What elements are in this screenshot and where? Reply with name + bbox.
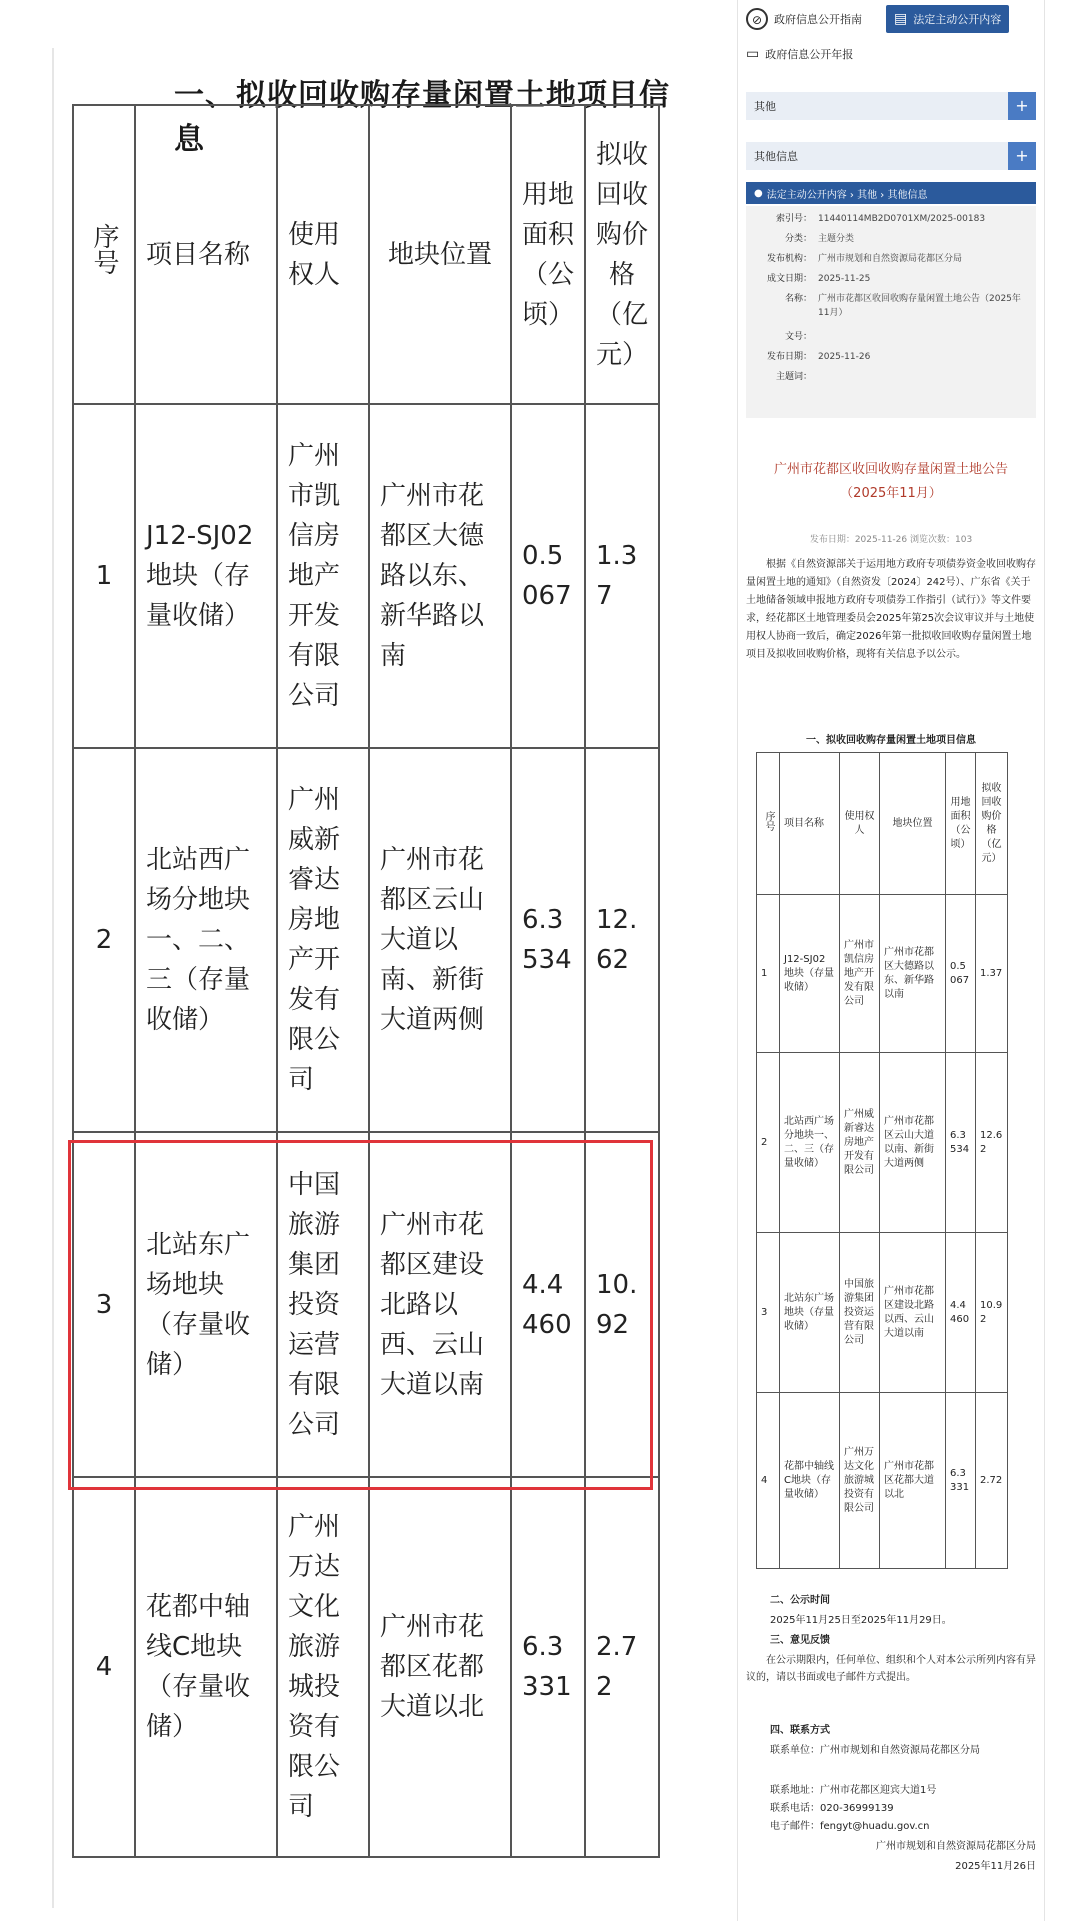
cell-owner: 中国旅游集团投资运营有限公司: [840, 1233, 880, 1393]
table-row: [73, 1477, 659, 1857]
cell-no: 1: [73, 404, 135, 748]
header-location: 地块位置: [369, 105, 511, 404]
metadata-box: 索引号： 11440114MB2D0701XM/2025-00183 分类： 主题分类 发布机构： 广州市规划和自然资源局花都区分局 成文日期： 2025-11-25 名称： 广州市花都区收回收购存量闲置土地公告（2025年11月） 文号： 发布日期： 2025-11-26 主题词：: [746, 206, 1036, 418]
intro-paragraph: 根据《自然资源部关于运用地方政府专项债券资金收回收购存量闲置土地的通知》（自然资发〔2024〕242号）、广东省《关于土地储备领域申报地方政府专项债券工作指引（试行）》等文件要求，经花都区土地管理委员会2025年第25次会议审议并与土地使用权人协商一致后，确定2026年第一批拟收回收购存量闲置土地项目及拟收回收购价格，现将有关信息予以公示。: [746, 559, 1036, 660]
top-nav: [738, 0, 1044, 38]
cell-name: J12-SJ02地块（存量收储）: [135, 404, 277, 748]
document-title-date: （2025年11月）: [840, 486, 942, 501]
row-3-highlight-box: [68, 1140, 653, 1490]
cell-name: J12-SJ02地块（存量收储）: [780, 895, 840, 1053]
cell-name: 北站西广场分地块一、二、三（存量收储）: [780, 1053, 840, 1233]
cell-price: 10.92: [976, 1233, 1008, 1393]
land-project-table-small: [756, 752, 1008, 1569]
contact-address: 联系地址：广州市花都区迎宾大道1号: [770, 1785, 937, 1796]
table-row: [757, 895, 1008, 1053]
cell-name: 北站东广场地块（存量收储）: [135, 1132, 277, 1477]
contact-phone: 联系电话：020-36999139: [770, 1803, 894, 1814]
cell-owner: 广州威新睿达房地产开发有限公司: [277, 748, 369, 1132]
cell-name: 北站西广场分地块一、二、三（存量收储）: [135, 748, 277, 1132]
contact-email[interactable]: 电子邮件：fengyt@huadu.gov.cn: [770, 1821, 930, 1832]
section-2-heading: 二、公示时间: [770, 1595, 830, 1606]
cell-price: 1.37: [976, 895, 1008, 1053]
table-header-row: [757, 753, 1008, 895]
header-name: 项目名称: [135, 105, 277, 404]
cell-owner: 广州万达文化旅游城投资有限公司: [277, 1477, 369, 1857]
header-price: 拟收回收购价格（亿元）: [585, 105, 659, 404]
section-1-heading: 一、拟收回收购存量闲置土地项目信息: [806, 735, 976, 746]
section-4-heading: 四、联系方式: [770, 1725, 830, 1736]
plus-icon[interactable]: +: [1008, 92, 1036, 120]
cell-location: 广州市花都区大德路以东、新华路以南: [369, 404, 511, 748]
cell-location: 广州市花都区云山大道以南、新街大道两侧: [369, 748, 511, 1132]
cell-owner: 广州威新睿达房地产开发有限公司: [840, 1053, 880, 1233]
nav-statutory[interactable]: [886, 5, 1009, 33]
signature: 广州市规划和自然资源局花都区分局: [876, 1841, 1036, 1852]
accordion-other-info[interactable]: [746, 142, 1036, 170]
document-icon: ▤: [894, 11, 908, 27]
section-title: 一、拟收回收购存量闲置土地项目信息: [174, 78, 670, 157]
breadcrumb-text: 法定主动公开内容 › 其他 › 其他信息: [766, 189, 928, 201]
section-3-heading: 三、意见反馈: [770, 1635, 830, 1646]
cell-owner: 广州市凯信房地产开发有限公司: [840, 895, 880, 1053]
cell-area: 6.3331: [946, 1393, 976, 1569]
cell-location: 广州市花都区建设北路以西、云山大道以南: [369, 1132, 511, 1477]
cell-price: 2.72: [976, 1393, 1008, 1569]
header-no: 序号: [73, 105, 135, 404]
nav-annual-report[interactable]: [746, 46, 853, 62]
cell-no: 3: [73, 1132, 135, 1477]
cell-no: 1: [757, 895, 780, 1053]
feedback-text: 在公示期限内，任何单位、组织和个人对本公示所列内容有异议的，请以书面或电子邮件方式提出。: [746, 1655, 1036, 1683]
nav-annual-report-label: 政府信息公开年报: [765, 48, 854, 61]
table-row: [757, 1233, 1008, 1393]
cell-name: 花都中轴线C地块（存量收储）: [780, 1393, 840, 1569]
table-row: [73, 404, 659, 748]
cell-area: 6.3534: [511, 748, 585, 1132]
cell-owner: 广州万达文化旅游城投资有限公司: [840, 1393, 880, 1569]
mobile-page-panel: [737, 0, 1045, 1921]
left-zoomed-table-panel: [52, 48, 671, 1908]
table-row: [757, 1053, 1008, 1233]
land-project-table: [72, 104, 660, 1858]
accordion-other[interactable]: [746, 92, 1036, 120]
cell-owner: 中国旅游集团投资运营有限公司: [277, 1132, 369, 1477]
cell-price: 2.72: [585, 1477, 659, 1857]
header-no: 序号: [757, 753, 780, 895]
header-area: 用地面积（公顷）: [511, 105, 585, 404]
cell-name: 北站东广场地块（存量收储）: [780, 1233, 840, 1393]
cell-price: 10.92: [585, 1132, 659, 1477]
cell-area: 0.5067: [511, 404, 585, 748]
header-location: 地块位置: [880, 753, 946, 895]
nav-guide[interactable]: [746, 5, 862, 33]
cell-no: 2: [73, 748, 135, 1132]
nav-statutory-label: 法定主动公开内容: [913, 13, 1002, 26]
cell-area: 4.4460: [511, 1132, 585, 1477]
cell-area: 6.3534: [946, 1053, 976, 1233]
cell-no: 3: [757, 1233, 780, 1393]
cell-no: 4: [73, 1477, 135, 1857]
header-owner: 使用权人: [277, 105, 369, 404]
table-row: [73, 748, 659, 1132]
cell-area: 0.5067: [946, 895, 976, 1053]
cell-location: 广州市花都区花都大道以北: [369, 1477, 511, 1857]
table-row: [757, 1393, 1008, 1569]
header-price: 拟收回收购价格（亿元）: [976, 753, 1008, 895]
cell-no: 2: [757, 1053, 780, 1233]
accordion-other-label: 其他: [754, 100, 776, 113]
contact-unit: 联系单位：广州市规划和自然资源局花都区分局: [770, 1745, 980, 1756]
accordion-other-info-label: 其他信息: [754, 150, 798, 163]
plus-icon[interactable]: +: [1008, 142, 1036, 170]
cell-name: 花都中轴线C地块（存量收储）: [135, 1477, 277, 1857]
report-icon: ▭: [746, 46, 760, 62]
cell-price: 12.62: [976, 1053, 1008, 1233]
nav-guide-label: 政府信息公开指南: [774, 13, 862, 26]
header-area: 用地面积（公顷）: [946, 753, 976, 895]
table-header-row: [73, 105, 659, 404]
header-name: 项目名称: [780, 753, 840, 895]
signature-date: 2025年11月26日: [955, 1861, 1036, 1872]
compass-icon: ⊘: [746, 8, 768, 30]
cell-owner: 广州市凯信房地产开发有限公司: [277, 404, 369, 748]
cell-price: 1.37: [585, 404, 659, 748]
location-pin-icon: ●: [754, 187, 763, 199]
document-meta-line: 发布日期：2025-11-26 浏览次数：103: [809, 535, 973, 545]
breadcrumb[interactable]: [746, 182, 1036, 204]
document-title: 广州市花都区收回收购存量闲置土地公告: [773, 462, 1008, 477]
cell-location: 广州市花都区云山大道以南、新街大道两侧: [880, 1053, 946, 1233]
notice-period: 2025年11月25日至2025年11月29日。: [770, 1615, 952, 1626]
cell-location: 广州市花都区建设北路以西、云山大道以南: [880, 1233, 946, 1393]
cell-no: 4: [757, 1393, 780, 1569]
cell-area: 4.4460: [946, 1233, 976, 1393]
cell-location: 广州市花都区花都大道以北: [880, 1393, 946, 1569]
cell-location: 广州市花都区大德路以东、新华路以南: [880, 895, 946, 1053]
header-owner: 使用权人: [840, 753, 880, 895]
cell-price: 12.62: [585, 748, 659, 1132]
cell-area: 6.3331: [511, 1477, 585, 1857]
